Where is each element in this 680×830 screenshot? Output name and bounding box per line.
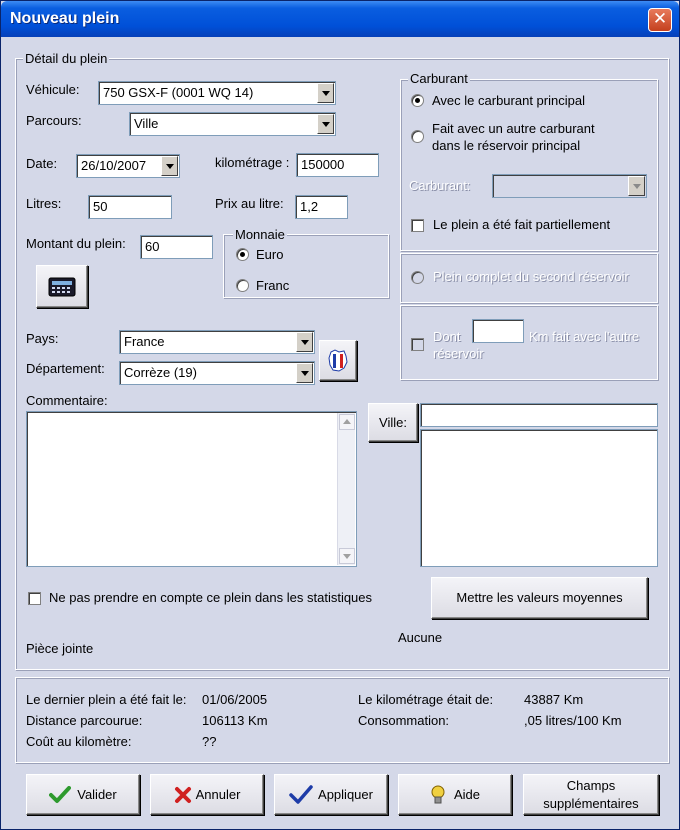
franc-label: Franc (256, 278, 290, 293)
euro-radio[interactable] (236, 248, 249, 261)
scroll-down-icon[interactable] (339, 548, 355, 564)
moyennes-button[interactable]: Mettre les valeurs moyennes (431, 577, 648, 619)
exclude-stats-checkbox[interactable] (28, 592, 41, 605)
window-title: Nouveau plein (10, 10, 120, 27)
carburant-type-select[interactable] (492, 174, 647, 198)
chevron-down-icon[interactable] (296, 363, 313, 383)
carburant-principal-radio[interactable] (411, 94, 424, 107)
vehicule-select[interactable] (98, 81, 336, 105)
date-label: Date: (26, 156, 58, 171)
annuler-button[interactable] (150, 774, 264, 815)
dont-suffix-label: Km fait avec l'autre (529, 329, 640, 344)
scroll-up-icon[interactable] (339, 414, 355, 430)
franc-radio[interactable] (236, 279, 249, 292)
km-label: kilométrage : (215, 155, 290, 170)
carburant-principal-label: Avec le carburant principal (432, 93, 585, 108)
calculator-icon (48, 277, 76, 297)
piece-jointe-value: Aucune (398, 630, 443, 645)
dernier-value: 01/06/2005 (202, 692, 268, 707)
lightbulb-icon (430, 784, 446, 806)
piece-jointe-label: Pièce jointe (26, 641, 94, 656)
cout-value: ?? (202, 734, 217, 749)
pays-select[interactable] (119, 330, 315, 354)
parcours-select[interactable] (129, 112, 336, 136)
carburant-autre-label-2: dans le réservoir principal (432, 138, 581, 153)
appliquer-label: Appliquer (318, 786, 373, 802)
france-map-icon (325, 348, 351, 374)
exclude-stats-label: Ne pas prendre en compte ce plein dans les statistiques (49, 590, 373, 605)
title-bar[interactable] (1, 1, 679, 37)
chevron-down-icon[interactable] (317, 114, 334, 134)
close-button[interactable] (648, 8, 672, 32)
dont-label: Dont (433, 329, 461, 344)
km-etait-label: Le kilométrage était de: (358, 692, 494, 707)
montant-input[interactable]: 60 (140, 235, 213, 259)
cancel-x-icon (174, 786, 192, 804)
champs-label-2: supplémentaires (543, 795, 639, 811)
litres-input[interactable]: 50 (88, 195, 172, 219)
carburant-legend: Carburant (410, 71, 468, 86)
date-picker[interactable] (76, 154, 180, 178)
partiel-label: Le plein a été fait partiellement (433, 217, 611, 232)
ville-list[interactable] (420, 429, 658, 567)
partiel-checkbox[interactable] (411, 219, 424, 232)
chevron-down-icon[interactable] (161, 156, 178, 176)
chevron-down-icon[interactable] (628, 176, 645, 196)
calculator-button[interactable] (36, 265, 88, 308)
chevron-down-icon[interactable] (317, 83, 334, 103)
valider-label: Valider (77, 786, 117, 802)
commentaire-textarea[interactable] (26, 411, 357, 567)
dont-suffix-label-2: réservoir (433, 346, 484, 361)
apply-checkmark-icon (289, 785, 313, 805)
date-value: 26/10/2007 (81, 158, 147, 173)
commentaire-scrollbar[interactable] (337, 413, 355, 565)
aide-label: Aide (453, 786, 481, 802)
detail-legend: Détail du plein (25, 51, 108, 66)
ville-button[interactable]: Ville: (368, 403, 418, 442)
distance-label: Distance parcourue: (26, 713, 143, 728)
parcours-label: Parcours: (26, 113, 82, 128)
departement-label: Département: (26, 361, 105, 376)
conso-label: Consommation: (358, 713, 450, 728)
ville-input[interactable] (420, 403, 658, 427)
carburant-type-label: Carburant: (409, 178, 471, 193)
monnaie-legend: Monnaie (235, 227, 285, 242)
chevron-down-icon[interactable] (296, 332, 313, 352)
pays-label: Pays: (26, 331, 59, 346)
prix-label: Prix au litre: (215, 196, 284, 211)
montant-label: Montant du plein: (26, 236, 126, 251)
departement-select[interactable] (119, 361, 315, 385)
dont-km-input[interactable] (472, 319, 524, 343)
close-icon: ✕ (652, 9, 668, 29)
pays-value: France (124, 334, 165, 349)
distance-value: 106113 Km (202, 713, 268, 728)
champs-supplementaires-button[interactable] (523, 774, 659, 815)
champs-label-1: Champs (566, 777, 616, 793)
commentaire-label: Commentaire: (26, 393, 108, 408)
carburant-autre-radio[interactable] (411, 130, 424, 143)
carburant-autre-label-1: Fait avec un autre carburant (432, 121, 595, 136)
vehicule-label: Véhicule: (26, 82, 80, 97)
checkmark-icon (49, 786, 71, 804)
annuler-label: Annuler (195, 786, 241, 802)
appliquer-button[interactable] (274, 774, 388, 815)
km-input[interactable]: 150000 (296, 153, 379, 177)
dernier-label: Le dernier plein a été fait le: (26, 692, 187, 707)
aide-button[interactable] (398, 774, 512, 815)
second-reservoir-label: Plein complet du second réservoir (433, 269, 629, 284)
prix-input[interactable]: 1,2 (295, 195, 348, 219)
cout-label: Coût au kilomètre: (26, 734, 132, 749)
conso-value: ,05 litres/100 Km (524, 713, 622, 728)
valider-button[interactable] (26, 774, 140, 815)
map-button[interactable] (319, 340, 357, 381)
km-etait-value: 43887 Km (524, 692, 584, 707)
departement-value: Corrèze (19) (124, 365, 197, 380)
litres-label: Litres: (26, 196, 62, 211)
parcours-value: Ville (134, 116, 159, 131)
vehicule-value: 750 GSX-F (0001 WQ 14) (103, 85, 254, 100)
dont-checkbox[interactable] (411, 338, 424, 351)
euro-label: Euro (256, 247, 284, 262)
second-reservoir-radio[interactable] (411, 271, 424, 284)
